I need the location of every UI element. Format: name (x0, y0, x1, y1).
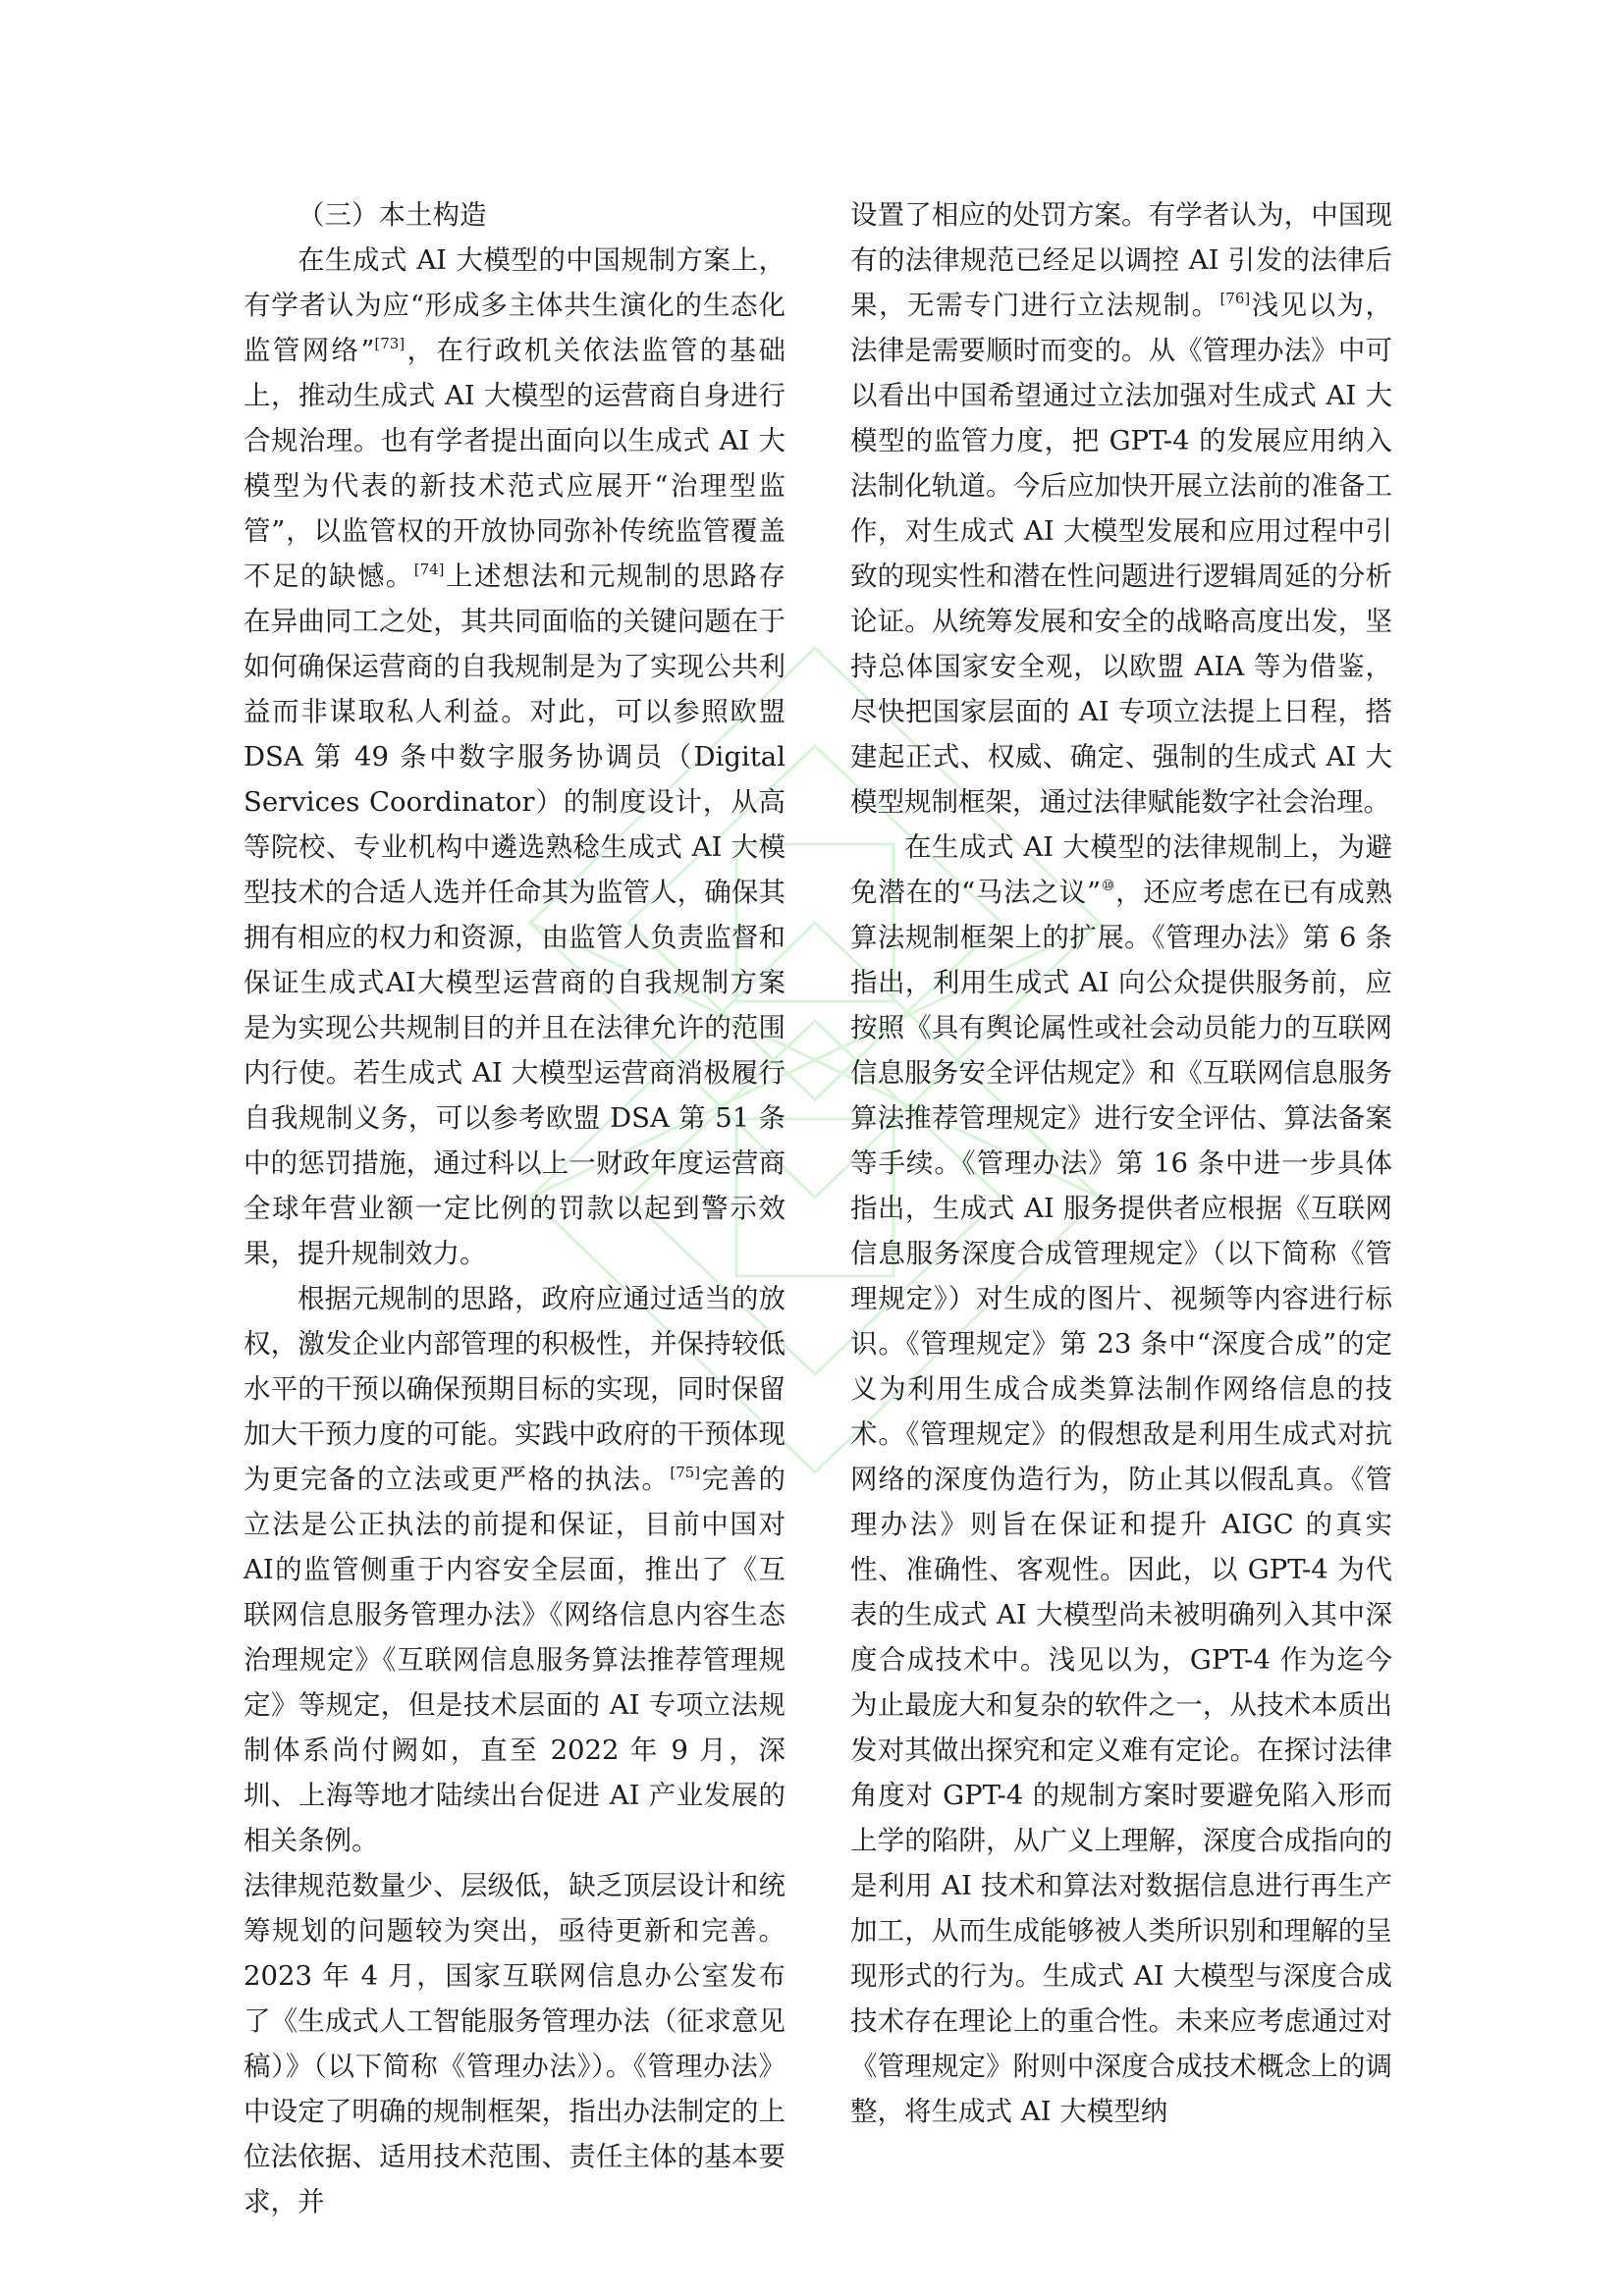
section-heading: （三）本土构造 (298, 199, 487, 231)
right-paragraph-1-text: 设置了相应的处罚方案。有学者认为，中国现有的法律规范已经足以调控 AI 引发的法律后果，无需专门进行立法规制。 (850, 199, 1392, 321)
left-paragraph-1 (244, 238, 785, 1276)
right-paragraph-1 (850, 192, 1392, 825)
citation-73: [73] (374, 335, 406, 352)
citation-76: [76] (1219, 290, 1251, 307)
left-paragraph-1-text: 上述想法和元规制的思路存在异曲同工之处，其共同面临的关键问题在于如何确保运营商的自我规制是为了实现公共利益而非谋取私人利益。对此，可以参照欧盟 DSA 第 49 条中数字服务协调员（Digital Services Coordinator）的制度设计，从高等院校、专业机构中遴选熟稔生成式 AI 大模型技术的合适人选并任命其为监管人，确保其拥有相应的权力和资源，由监管人负责监督和保证生成式AI大模型运营商的自我规制方案是为实现公共规制目的并且在法律允许的范围内行使。若生成式 AI 大模型运营商消极履行自我规制义务，可以参考欧盟 DSA 第 51 条中的惩罚措施，通过科以上一财政年度运营商全球年营业额一定比例的罚款以起到警示效果，提升规制效力。 (244, 561, 785, 1269)
left-paragraph-2-text: 根据元规制的思路，政府应通过适当的放权，激发企业内部管理的积极性，并保持较低水平的干预以确保预期目标的实现，同时保留加大干预力度的可能。实践中政府的干预体现为更完备的立法或更严格的执法。 (244, 1283, 785, 1495)
left-paragraph-1-text: ，在行政机关依法监管的基础上，推动生成式 AI 大模型的运营商自身进行合规治理。也有学者提出面向以生成式 AI 大模型为代表的新技术范式应展开“治理型监管”，以监管权的开放协同弥补传统监管覆盖不足的缺憾。 (244, 335, 785, 592)
right-paragraph-1-text: 浅见以为，法律是需要顺时而变的。从《管理办法》中可以看出中国希望通过立法加强对生成式 AI 大模型的监管力度，把 GPT-4 的发展应用纳入法制化轨道。今后应加快开展立法前的准备工作，对生成式 AI 大模型发展和应用过程中引致的现实性和潜在性问题进行逻辑周延的分析论证。从统筹发展和安全的战略高度出发，坚持总体国家安全观，以欧盟 AIA 等为借鉴，尽快把国家层面的 AI 专项立法提上日程，搭建起正式、权威、确定、强制的生成式 AI 大模型规制框架，通过法律赋能数字社会治理。 (850, 290, 1393, 818)
citation-75: [75] (670, 1464, 701, 1481)
right-paragraph-2 (850, 825, 1392, 2134)
right-paragraph-2-text: ，还应考虑在已有成熟算法规制框架上的扩展。《管理办法》第 6 条指出，利用生成式 AI 向公众提供服务前，应按照《具有舆论属性或社会动员能力的互联网信息服务安全评估规定》和《互联网信息服务算法推荐管理规定》进行安全评估、算法备案等手续。《管理办法》第 16 条中进一步具体指出，生成式 AI 服务提供者应根据《互联网信息服务深度合成管理规定》（以下简称《管理规定》）对生成的图片、视频等内容进行标识。《管理规定》第 23 条中“深度合成”的定义为利用生成合成类算法制作网络信息的技术。《管理规定》的假想敌是利用生成式对抗网络的深度伪造行为，防止其以假乱真。《管理办法》则旨在保证和提升 AIGC 的真实性、准确性、客观性。因此，以 GPT-4 为代表的生成式 AI 大模型尚未被明确列入其中深度合成技术中。浅见以为，GPT-4 作为迄今为止最庞大和复杂的软件之一，从技术本质出发对其做出探究和定义难有定论。在探讨法律角度对 GPT-4 的规制方案时要避免陷入形而上学的陷阱，从广义上理解，深度合成指向的是利用 AI 技术和算法对数据信息进行再生产加工，从而生成能够被人类所识别和理解的呈现形式的行为。生成式 AI 大模型与深度合成技术存在理论上的重合性。未来应考虑通过对《管理规定》附则中深度合成技术概念上的调整，将生成式 AI 大模型纳 (850, 877, 1393, 2127)
right-column (850, 192, 1392, 2134)
left-paragraph-1-text: 在生成式 AI 大模型的中国规制方案上，有学者认为应“形成多主体共生演化的生态化监管网络” (244, 244, 785, 366)
left-column (244, 192, 785, 2224)
left-paragraph-3: 法律规范数量少、层级低，缺乏顶层设计和统筹规划的问题较为突出，亟待更新和完善。2023 年 4 月，国家互联网信息办公室发布了《生成式人工智能服务管理办法（征求意见稿）》（以下简称《管理办法》）。《管理办法》中设定了明确的规制框架，指出办法制定的上位法依据、适用技术范围、责任主体的基本要求，并 (244, 1870, 785, 2217)
left-paragraph-2-text: 完善的立法是公正执法的前提和保证，目前中国对AI的监管侧重于内容安全层面，推出了《互联网信息服务管理办法》《网络信息内容生态治理规定》《互联网信息服务算法推荐管理规定》等规定，但是技术层面的 AI 专项立法规制体系尚付阙如，直至 2022 年 9 月，深圳、上海等地才陆续出台促进 AI 产业发展的相关条例。 (244, 1464, 786, 1856)
right-paragraph-2-text: 在生成式 AI 大模型的法律规制上，为避免潜在的“马法之议” (850, 831, 1392, 908)
left-paragraph-2 (244, 1276, 785, 1863)
citation-74: [74] (413, 561, 445, 578)
footnote-marker: ⑩ (1101, 877, 1116, 894)
